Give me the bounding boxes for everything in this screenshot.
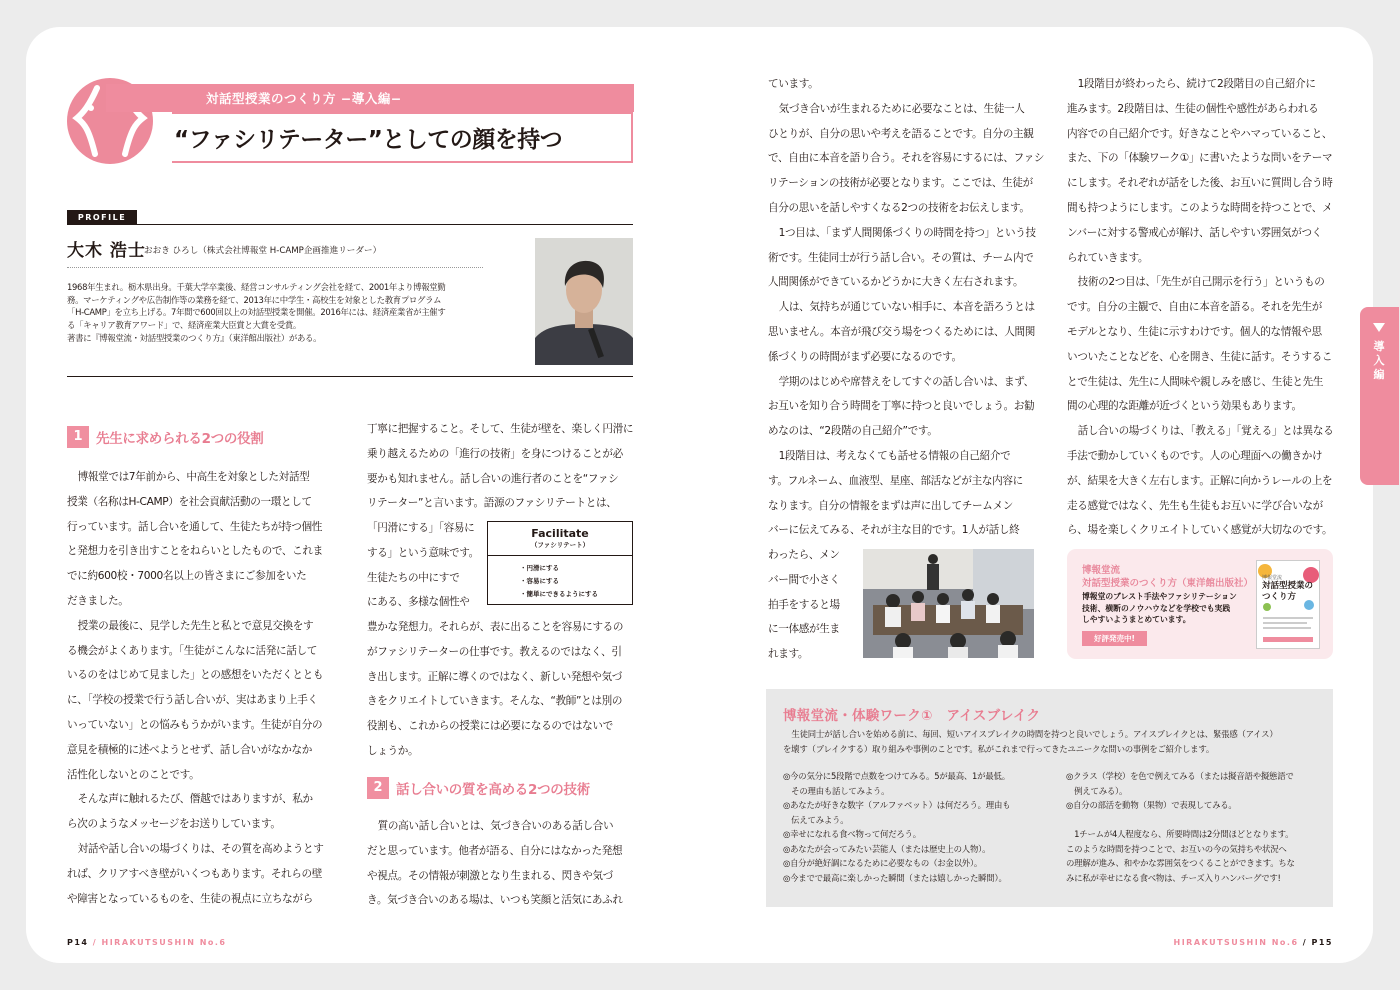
author-photo [535,238,633,365]
body-line: 間の心理的な距離が近づくという効果もあります。 [1067,400,1302,413]
body-line: 内容での自己紹介です。好きなことやハマっていること、 [1067,127,1333,140]
magazine-name: HIRAKUTSUSHIN No.6 [1173,938,1303,947]
body-line: す。フルネーム、血液型、星座、部活などが主な内容に [768,474,1023,487]
section-1-heading [67,426,264,448]
on-sale-badge: 好評発売中! [1082,631,1147,646]
magazine-name: / HIRAKUTSUSHIN No.6 [88,938,227,947]
body-line: き出します。正解に導くのではなく、新しい発想や気づ [367,670,623,683]
body-line: 質の高い話し合いとは、気づき合いのある話し合い [377,820,614,832]
body-line: 術です。生徒同士が行う話し合い。その質は、チーム内で [768,251,1034,264]
work-question: ◎幸せになれる食べ物って何だろう。 [783,829,921,839]
page-number-right [1174,938,1334,947]
body-line: れます。 [768,648,809,661]
section-2-heading [367,777,590,799]
series-label: 対話型授業のつくり方 −導入編− [206,91,402,106]
triangle-down-icon [1373,323,1385,332]
body-line: で、自由に本音を語り合う。それを容易にするには、ファシ [768,152,1045,165]
body-line: リテーションの技術が必要となります。ここでは、生徒が [768,177,1033,190]
body-line: 丁寧に把握すること。そして、生徒が壁を、楽しく円滑に [367,423,634,435]
bio-line: 著書に『博報堂流・対話型授業のつくり方』（東洋館出版社）がある。 [67,332,322,343]
body-line: バー間で小さく [768,573,840,586]
body-line: お互いを知り合う時間を丁寧に持つと良いでしょう。お勧 [768,400,1035,413]
body-column-2b [367,516,485,615]
work-question: その理由も話してみよう。 [783,785,890,796]
facilitate-word: Facilitate [531,527,589,540]
body-column-3b [768,543,858,667]
body-line: 思いません。本音が飛び交う場をつくるためには、人間関 [768,325,1035,338]
book-cover [1256,560,1320,649]
body-line: られていきます。 [1067,251,1149,264]
body-column-2a [367,417,637,516]
body-line: 自分の思いを話しやすくなる2つの技術をお伝えします。 [768,201,1030,214]
body-line: モデルとなり、生徒に示すわけです。個人的な情報や思 [1067,325,1322,338]
body-line: でに約600校・7000名以上の皆さまにご参加をいた [67,570,307,583]
body-line: とで生徒は、先生に人間味や親しみを感じ、生徒と先生 [1067,375,1324,388]
body-column-3 [768,72,1045,543]
facilitate-item: ・簡単にできるようにする [520,590,598,598]
body-line: や障害となっているものを、生徒の視点に立ちながら [67,892,313,905]
body-line: 博報堂では7年前から、中高生を対象とした対話型 [77,471,310,483]
work-questions-left [783,769,1010,885]
body-line: ンバーに対する警戒心が解け、話しやすい雰囲気がつく [1067,226,1322,239]
profile-divider [67,267,483,268]
book-label: 博報堂流 [1082,565,1121,576]
work-question: ◎自分の部活を動物（果物）で表現してみる。 [1066,800,1237,810]
body-line: バーに伝えてみる、それが主な目的です。1人が話し終 [768,524,1020,537]
body-line: 対話や話し合いの場づくりは、その質を高めようとす [77,842,324,855]
body-line: ひとりが、自分の思いや考えを語ることです。自分の主観 [768,127,1034,140]
body-line: わったら、メン [768,549,840,561]
body-line: れば、クリアすべき壁がいくつもあります。それらの壁 [67,867,323,880]
book-promo [1067,549,1333,659]
body-column-2c [367,615,637,764]
body-line: 豊かな発想力。それらが、表に出ることを容易にするの [367,621,624,633]
body-column-2d [367,814,637,913]
body-line: 気づき合いが生まれるために必要なことは、生徒一人 [778,102,1025,115]
work-question: 1チームが4人程度なら、所要時間は2分間ほどとなります。 [1066,829,1294,839]
work-question: 伝えてみよう。 [783,814,849,825]
body-line: しょうか。 [367,744,419,757]
body-line: 活性化しないとのことです。 [67,768,200,781]
bio-line: 1968年生まれ。栃木県出身。千葉大学卒業後、経営コンサルティング会社を経て、2001年より博報堂勤 [67,282,446,292]
title-box [172,112,633,163]
body-line: 1つ目は、「まず人間関係づくりの時間を持つ」という技 [778,226,1036,239]
body-line: そんな声に触れるたび、僭越ではありますが、私か [77,793,313,806]
work-question: ◎今の気分に5段階で点数をつけてみる。5が最高、1が最低。 [783,771,1010,781]
body-line: ら、場を楽しくクリエイトしていく感覚が大切なのです。 [1067,524,1333,537]
work-questions-right [1066,769,1295,885]
body-line: めなのは、“2段階の自己紹介”です。 [768,425,938,438]
body-line: だきました。 [67,594,129,607]
body-line: 間も持つようにします。このような時間を持つことで、メ [1067,201,1333,214]
body-line: 乗り越えるための「進行の技術」を身につけることが必 [367,447,623,460]
book-description [1082,591,1252,626]
body-line: ら次のようなメッセージをお送りしています。 [67,818,281,831]
body-line: 授業の最後に、見学した先生と私とで意見交換をす [77,619,314,632]
work-question: このような時間を持つことで、お互いの今の気持ちや状況へ [1066,843,1287,854]
body-line: 意見を積極的に述べようとせず、話し合いがなかなか [67,743,313,756]
work-question: ◎あなたが好きな数字（アルファベット）は何だろう。理由も [783,800,1011,810]
body-line: 要かも知れません。話し合いの進行者のことを“ファシ [367,472,619,485]
section-title: 話し合いの質を高める2つの技術 [396,782,590,798]
body-line: にします。それぞれが話をした後、お互いに質問し合う時 [1067,177,1333,190]
body-line: いついたことなどを、心を開き、生徒に話す。そうするこ [1067,350,1333,363]
work-intro-line: を壊す（ブレイクする）取り組みや事例のことです。私がこれまで行ってきたユニークな問いの事例をご紹介します。 [783,743,1215,754]
work-question: ◎今までで最高に楽しかった瞬間（または嬉しかった瞬間）。 [783,872,1007,883]
section-title: 先生に求められる2つの役割 [96,431,264,447]
page-num: P14 [67,938,89,947]
page-num: / P15 [1302,938,1333,947]
body-line: する」という意味です。 [367,546,479,559]
body-line: 係づくりの時間がまず必要になるのです。 [768,350,962,363]
section-side-tab[interactable] [1360,307,1399,485]
work-question: みに私が幸せになる食べ物は、チーズ入りハンバーグです! [1066,872,1281,883]
body-line: また、下の「体験ワーク①」に書いたような問いをテーマ [1067,152,1333,165]
book-cover-label: 博報堂流 [1262,575,1283,581]
bio-line: 務。マーケティングや広告制作等の業務を経て、2013年に中学生・高校生を対象とした教育プログラム [67,294,442,305]
body-line: いっていない」との悩みもうかがいます。生徒が自分の [67,718,323,731]
profile-bottom-rule [67,376,633,377]
book-title: 対話型授業のつくり方（東洋館出版社） [1082,578,1254,589]
body-line: に、「学校の授業で行う話し合いが、実はあまり上手く [67,694,318,707]
body-line: いるのをはじめて見ました」との感想をいただくととも [67,669,324,682]
body-line: 進みます。2段階目は、生徒の個性や感性があらわれる [1067,102,1319,115]
facilitate-item: ・容易にする [520,577,559,585]
book-cover-title: 対話型授業のつくり方 [1262,581,1314,602]
work-question: ◎自分が絶好調になるために必要なもの（お金以外）。 [783,858,983,868]
body-line: 1段階目は、考えなくても話せる情報の自己紹介で [778,449,1011,462]
body-line: です。自分の主観で、自由に本音を語る。それを先生が [1067,301,1323,314]
body-line: 話し合いの場づくりは、「教える」「覚える」とは異なる [1077,425,1334,438]
author-name: 大木 浩士 [67,241,146,261]
body-line: にある、多様な個性や [367,596,470,609]
body-line: 「円滑にする」「容易に [367,522,475,534]
body-line: る機会がよくあります。「生徒がこんなに活発に話して [67,644,317,657]
work-question: ◎あなたが会ってみたい芸能人（または歴史上の人物）。 [783,843,991,854]
section-number: 2 [367,777,389,799]
author-bio [67,281,491,345]
body-line: や視点。その情報が刺激となり生まれる、閃きや気づ [367,869,613,882]
body-line: 技術の2つ目は、「先生が自己開示を行う」というもの [1077,276,1325,289]
work-title: 博報堂流・体験ワーク① アイスブレイク [783,708,1041,724]
section-number: 1 [67,426,89,448]
body-line: 学期のはじめや席替えをしてすぐの話し合いは、まず、 [778,375,1034,388]
bio-line: る「キャリア教育アワード」で、経済産業大臣賞と大賞を受賞。 [67,320,302,331]
facilitate-item: ・円滑にする [520,564,559,572]
body-line: 役割も、これからの授業には必要になるのではないで [367,720,613,733]
body-line: が、結果を大きく左右します。正解に向かうレールの上を [1067,474,1333,487]
experience-work-box [766,689,1333,907]
body-line: き。気づき合いのある場は、いつも笑顔と活気にあふれ [367,894,623,907]
body-line: 人間関係ができているかどうかに大きく左右されます。 [768,276,1024,289]
bio-line: 「H-CAMP」を立ち上げる。7年間で600回以上の対話型授業を開催。2016年には、経済産業省が主催す [67,307,446,318]
body-line: リテーター”と言います。語源のファシリテートとは、 [367,497,617,510]
page-number-left [67,938,227,947]
body-line: 人は、気持ちが通じていない相手に、本音を語ろうとは [778,301,1035,314]
body-line: 行っています。話し合いを通して、生徒たちが持つ個性 [67,520,323,533]
facilitate-reading: （ファシリテート） [530,541,590,549]
work-question: 例えてみる）。 [1066,785,1128,796]
body-line: 手法で動かしていくものです。人の心理面への働きかけ [1067,449,1323,462]
work-intro [783,727,1278,756]
side-tab-label: 導入編 [1373,340,1385,381]
body-line: 拍手をすると場 [768,598,840,611]
classroom-photo [863,549,1034,658]
author-reading: おおき ひろし（株式会社博報堂 H-CAMP企画推進リーダー） [144,246,382,256]
book-desc-line: 博報堂のブレスト手法やファシリテーション [1082,592,1237,601]
body-line: がファシリテーターの仕事です。教えるのではなく、引 [367,645,622,658]
work-question [1066,813,1295,828]
work-question: ◎クラス（学校）を色で例えてみる（または擬音語や擬態語で [1066,771,1294,781]
work-question: の理解が進み、和やかな雰囲気をつくることができます。ちな [1066,858,1295,868]
book-desc-line: しやすいようまとめています。 [1082,615,1191,625]
profile-top-rule [67,224,633,225]
body-line: 走る感覚ではなく、先生も生徒もお互いに学び合いなが [1067,499,1323,512]
work-intro-line: 生徒同士が話し合いを始める前に、毎回、短いアイスブレイクの時間を持つと良いでしょう。アイスブレイクとは、緊張感（アイス） [791,729,1278,739]
body-line: だと思っています。他者が語る、自分にはなかった発想 [367,844,623,857]
series-band [106,84,634,112]
body-line: と発想力を引き出すことをねらいとしたもので、これま [67,545,323,558]
body-line: なります。自分の情報をまずは声に出してチームメン [768,499,1014,512]
profile-tag: PROFILE [67,210,137,225]
body-line: 生徒たちの中にすで [367,571,460,584]
body-column-1 [67,465,337,911]
book-desc-line: 技術、横断のノウハウなどを学校でも実践 [1082,603,1231,613]
magazine-spread [26,27,1385,963]
body-line: ています。 [768,78,819,90]
body-line: きをクリエイトしていきます。そんな、“教師”とは別の [367,695,623,708]
body-column-4 [1067,72,1337,543]
body-line: 1段階目が終わったら、続けて2段階目の自己紹介に [1077,78,1316,90]
body-line: に一体感が生ま [768,623,840,636]
body-line: 授業（名称はH-CAMP）を社会貢献活動の一環として [67,495,312,508]
page-title: “ファシリテーター”としての顔を持つ [174,127,563,153]
facilitate-box [487,521,633,605]
